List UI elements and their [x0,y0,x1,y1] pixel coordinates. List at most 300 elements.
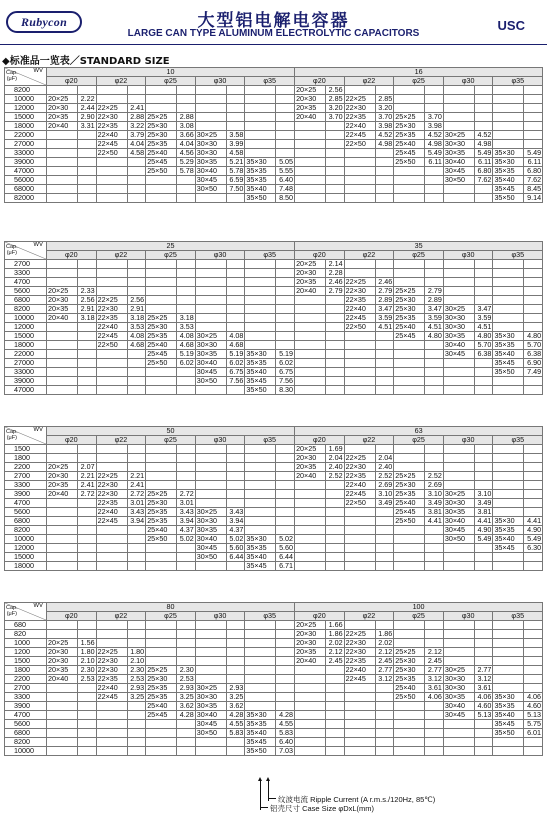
ripple-current-cell: 3.18 [78,314,97,323]
ripple-current-cell: 2.45 [326,657,345,666]
case-size-cell [443,377,474,386]
case-size-cell [394,104,425,113]
table-row [5,553,543,562]
case-size-cell [295,481,326,490]
capacitance-cell: 680 [5,621,47,630]
ripple-current-cell [177,386,196,395]
ripple-current-cell [276,693,295,702]
ripple-current-cell [425,341,444,350]
case-size-cell: 35×40 [493,535,524,544]
case-size-cell [195,648,226,657]
case-size-cell [195,445,226,454]
ripple-current-cell [524,278,543,287]
case-size-cell [295,176,326,185]
ripple-current-cell [276,341,295,350]
ripple-current-cell [276,517,295,526]
ripple-current-cell: 2.12 [375,648,394,657]
ripple-current-cell [474,95,493,104]
case-size-cell [47,729,78,738]
ripple-current-cell [276,454,295,463]
case-size-cell: 22×40 [96,131,127,140]
case-size-cell: 25×35 [146,684,177,693]
capacitance-cell: 18000 [5,562,47,571]
case-size-cell: 22×45 [96,693,127,702]
case-size-cell: 30×40 [195,535,226,544]
ripple-current-cell: 4.51 [425,323,444,332]
case-size-cell [96,359,127,368]
ripple-current-cell [78,454,97,463]
ripple-current-cell: 3.12 [375,675,394,684]
ripple-current-cell [326,675,345,684]
ripple-current-cell: 1.56 [78,639,97,648]
ripple-current-cell [177,747,196,756]
ripple-current-cell: 2.90 [78,113,97,122]
ripple-current-cell [226,639,245,648]
case-size-cell: 22×45 [344,490,375,499]
cap-label [6,605,18,617]
ripple-current-cell: 2.02 [375,639,394,648]
case-size-cell [443,445,474,454]
case-size-cell: 30×25 [195,131,226,140]
case-size-cell [295,553,326,562]
ripple-current-cell: 4.37 [177,526,196,535]
case-size-cell [443,747,474,756]
ripple-current-cell [177,176,196,185]
case-size-cell [295,535,326,544]
case-size-cell [394,535,425,544]
case-size-cell [47,445,78,454]
capacitance-cell: 4700 [5,499,47,508]
ripple-current-cell [276,499,295,508]
case-size-cell [47,269,78,278]
case-size-cell [295,359,326,368]
ripple-current-cell: 5.83 [276,729,295,738]
case-size-cell [146,278,177,287]
ripple-current-cell [524,666,543,675]
section-title: ◆标准品一览表／STANDARD SIZE [2,56,170,67]
cap-label [6,244,18,256]
case-size-cell [443,104,474,113]
ripple-current-cell [474,481,493,490]
capacitance-cell: 10000 [5,535,47,544]
case-size-cell [195,562,226,571]
ripple-current-cell [474,544,493,553]
case-size-cell: 22×45 [96,332,127,341]
series-code: USC [497,18,525,33]
ripple-current-cell [276,314,295,323]
case-size-cell [195,278,226,287]
ripple-current-cell [78,269,97,278]
ripple-current-cell [425,368,444,377]
case-size-cell [195,287,226,296]
case-size-cell: 20×40 [295,113,326,122]
case-size-cell [394,86,425,95]
ripple-current-cell [78,386,97,395]
diameter-header: φ22 [96,436,146,445]
case-size-cell: 20×30 [295,95,326,104]
ripple-current-cell: 2.45 [425,657,444,666]
case-size-cell [47,517,78,526]
ripple-current-cell [425,95,444,104]
ripple-current-cell [375,359,394,368]
case-size-cell [344,445,375,454]
ripple-current-cell: 2.21 [127,472,146,481]
ripple-current-cell: 5.29 [177,158,196,167]
case-size-cell [394,278,425,287]
ripple-current-cell: 3.10 [425,490,444,499]
case-size-cell: 35×40 [493,711,524,720]
ripple-current-cell [425,350,444,359]
ripple-current-cell: 6.71 [276,562,295,571]
case-size-cell [146,621,177,630]
capacitance-cell: 22000 [5,350,47,359]
ripple-current-cell: 7.50 [226,185,245,194]
case-size-cell [245,314,276,323]
ripple-current-cell [474,454,493,463]
case-size-cell [195,104,226,113]
case-size-cell [493,314,524,323]
table-row [5,490,543,499]
case-size-cell [295,296,326,305]
ripple-current-cell [375,167,394,176]
case-size-cell [47,377,78,386]
case-size-cell [443,454,474,463]
case-size-cell: 30×50 [195,377,226,386]
case-size-cell: 25×25 [394,287,425,296]
case-size-cell [146,287,177,296]
case-size-cell: 20×35 [47,113,78,122]
case-size-cell: 30×40 [443,341,474,350]
case-size-cell [245,499,276,508]
ripple-current-cell: 3.31 [78,122,97,131]
ripple-current-cell: 2.79 [375,287,394,296]
ripple-arrowhead-icon [266,777,270,781]
ripple-current-cell [78,194,97,203]
case-size-cell [493,140,524,149]
capacitance-cell: 39000 [5,377,47,386]
case-size-cell: 20×25 [295,445,326,454]
diameter-header-row [5,612,543,621]
ripple-current-cell [78,368,97,377]
case-size-cell: 22×25 [344,454,375,463]
unit-text: (μF) [6,611,17,617]
ripple-current-cell: 3.49 [375,499,394,508]
case-size-cell [493,323,524,332]
cap-label [6,70,18,82]
ripple-current-cell [524,499,543,508]
case-size-cell [245,278,276,287]
case-size-cell [245,149,276,158]
case-size-cell [47,747,78,756]
case-size-cell [344,621,375,630]
table-row [5,630,543,639]
case-size-cell [443,481,474,490]
case-size-cell [96,269,127,278]
ripple-current-cell: 4.41 [524,517,543,526]
case-size-cell [394,350,425,359]
case-size-cell: 22×30 [96,113,127,122]
case-size-cell [47,158,78,167]
case-size-cell [245,472,276,481]
case-size-cell [47,185,78,194]
wv-label: WV [33,427,43,433]
ripple-current-cell: 1.80 [127,648,146,657]
case-size-cell: 35×35 [245,176,276,185]
ripple-current-cell [375,332,394,341]
diameter-header: φ30 [443,251,493,260]
case-size-cell [146,176,177,185]
case-size-cell: 30×40 [195,359,226,368]
ripple-current-cell [276,508,295,517]
case-size-cell [443,86,474,95]
case-size-cell [493,666,524,675]
ripple-current-cell [78,517,97,526]
ripple-current-cell [276,648,295,657]
table-block-10-16v [4,67,542,203]
case-size-cell [394,454,425,463]
ripple-current-cell [425,544,444,553]
capacitance-cell: 3300 [5,269,47,278]
case-size-cell: 20×25 [47,639,78,648]
capacitance-cell: 47000 [5,386,47,395]
ripple-current-cell: 5.60 [226,544,245,553]
case-size-cell: 30×25 [195,508,226,517]
ripple-current-cell: 5.78 [226,167,245,176]
case-size-cell [295,711,326,720]
table-row [5,167,543,176]
ripple-current-cell [177,648,196,657]
case-size-cell: 30×35 [195,350,226,359]
ripple-current-cell [127,278,146,287]
ripple-current-cell: 4.52 [474,131,493,140]
ripple-current-cell: 4.80 [474,332,493,341]
ripple-current-cell [524,454,543,463]
ripple-current-cell [524,445,543,454]
case-size-cell [493,553,524,562]
ripple-current-cell [177,260,196,269]
case-size-cell [443,657,474,666]
case-size-cell [245,693,276,702]
ripple-current-cell: 4.68 [226,341,245,350]
case-size-cell [344,86,375,95]
case-size-cell [493,386,524,395]
case-size-cell [146,368,177,377]
table-row [5,305,543,314]
case-size-cell [443,194,474,203]
ripple-current-cell [226,630,245,639]
case-size-cell [245,675,276,684]
capacitance-cell: 10000 [5,95,47,104]
ripple-current-cell: 5.49 [524,149,543,158]
ripple-current-cell: 4.28 [177,711,196,720]
case-size-cell: 25×50 [146,359,177,368]
case-size-cell [96,86,127,95]
ripple-current-cell [226,621,245,630]
case-size-cell: 25×40 [146,526,177,535]
ripple-current-cell [474,553,493,562]
ripple-current-cell [177,720,196,729]
case-size-cell [344,350,375,359]
ripple-current-cell [276,684,295,693]
ripple-current-cell [226,657,245,666]
case-size-cell [344,526,375,535]
ripple-current-cell: 2.30 [78,666,97,675]
case-size-cell: 35×45 [245,562,276,571]
ripple-current-cell [226,675,245,684]
table-row [5,517,543,526]
case-size-cell [394,185,425,194]
case-size-cell: 25×30 [394,296,425,305]
case-size-cell [47,711,78,720]
ripple-current-cell: 2.02 [326,639,345,648]
ripple-current-cell: 2.79 [326,287,345,296]
case-size-cell [96,95,127,104]
case-size-cell: 25×25 [146,490,177,499]
ripple-current-cell [524,648,543,657]
case-size-cell: 35×30 [493,158,524,167]
table-row [5,185,543,194]
table-row [5,684,543,693]
case-size-cell [295,666,326,675]
ripple-current-cell [127,553,146,562]
ripple-current-cell [177,472,196,481]
case-size-cell: 30×45 [195,720,226,729]
case-size-cell [344,386,375,395]
case-size-cell [245,341,276,350]
ripple-current-cell [524,562,543,571]
case-size-cell [295,377,326,386]
capacitance-cell: 10000 [5,314,47,323]
case-size-cell [443,269,474,278]
case-size-cell [394,95,425,104]
ripple-current-cell [276,260,295,269]
case-size-cell: 30×30 [195,341,226,350]
ripple-current-cell: 5.02 [276,535,295,544]
voltage-header: 10 [47,68,295,77]
diameter-header: φ25 [394,77,444,86]
case-size-cell [493,454,524,463]
ripple-current-cell [474,738,493,747]
ripple-current-cell [425,738,444,747]
case-size-cell: 35×35 [245,720,276,729]
case-size-cell [47,167,78,176]
case-size-cell [394,463,425,472]
case-size-cell: 25×45 [394,508,425,517]
case-size-cell: 22×25 [96,104,127,113]
capacitance-cell: 3900 [5,490,47,499]
case-size-cell: 35×40 [493,176,524,185]
case-size-cell [344,508,375,517]
case-size-cell [96,738,127,747]
case-size-cell [394,738,425,747]
diameter-header: φ35 [493,436,543,445]
case-size-cell: 25×25 [394,113,425,122]
ripple-current-cell [226,666,245,675]
ripple-current-cell [425,269,444,278]
ripple-current-cell: 6.44 [226,553,245,562]
ripple-current-cell [226,287,245,296]
ripple-current-cell: 2.45 [375,657,394,666]
diameter-header: φ30 [443,436,493,445]
ripple-current-cell: 4.28 [276,711,295,720]
case-size-cell [443,553,474,562]
case-size-cell [344,720,375,729]
case-size-cell: 30×25 [443,490,474,499]
case-size-cell [146,194,177,203]
ripple-current-cell [375,693,394,702]
case-size-cell: 30×35 [195,526,226,535]
case-size-cell [146,553,177,562]
page-header [0,0,547,46]
ripple-current-cell [375,341,394,350]
case-size-cell [47,684,78,693]
case-size-cell: 22×40 [96,508,127,517]
case-size-cell [195,260,226,269]
case-size-cell [295,341,326,350]
capacitance-cell: 5600 [5,720,47,729]
table-row [5,535,543,544]
ripple-current-cell [425,176,444,185]
ripple-current-cell [127,185,146,194]
table-row [5,359,543,368]
case-size-cell [47,386,78,395]
ripple-current-cell: 5.49 [474,149,493,158]
ripple-current-cell [425,386,444,395]
case-size-cell: 22×30 [344,463,375,472]
ripple-current-cell: 4.04 [177,140,196,149]
diameter-header: φ35 [245,77,295,86]
ripple-current-cell [276,149,295,158]
case-size-cell: 22×25 [96,296,127,305]
case-size-cell: 20×30 [295,639,326,648]
capacitance-cell: 2200 [5,675,47,684]
ripple-current-cell [326,323,345,332]
case-size-cell [295,526,326,535]
case-size-cell [47,323,78,332]
case-size-cell: 35×45 [493,544,524,553]
ripple-current-cell: 2.56 [78,296,97,305]
ripple-current-cell: 5.02 [177,535,196,544]
case-size-cell: 20×30 [295,454,326,463]
ripple-current-cell [127,269,146,278]
ripple-current-cell [78,621,97,630]
case-size-cell [394,176,425,185]
cap-text: Cap. [6,244,18,250]
ripple-current-cell [177,738,196,747]
ripple-current-cell [127,621,146,630]
ripple-current-cell: 3.43 [127,508,146,517]
ripple-current-cell [326,359,345,368]
case-size-cell: 22×40 [344,122,375,131]
case-size-cell: 22×45 [96,140,127,149]
ripple-current-cell: 3.47 [474,305,493,314]
ripple-current-cell [276,445,295,454]
table-corner [5,68,47,86]
ripple-current-cell [375,684,394,693]
case-size-cell [394,269,425,278]
ripple-current-cell: 4.98 [375,140,394,149]
case-size-cell: 22×45 [96,517,127,526]
case-size-cell [443,648,474,657]
case-size-cell [47,562,78,571]
case-size-cell: 25×50 [394,517,425,526]
ripple-current-cell [524,287,543,296]
case-size-cell [344,711,375,720]
case-size-cell: 22×35 [344,657,375,666]
ripple-current-cell [375,86,394,95]
case-size-cell [245,463,276,472]
ripple-current-cell: 4.68 [127,341,146,350]
